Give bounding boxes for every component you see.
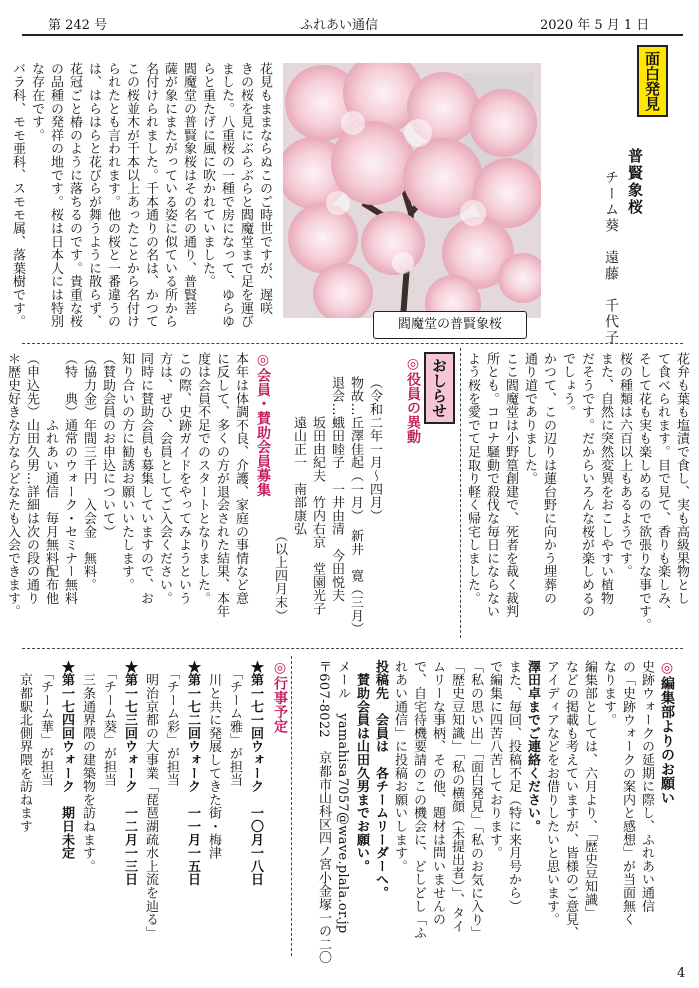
issue-number: 第 242 号 bbox=[48, 18, 108, 33]
cherry-blossom-image bbox=[283, 63, 541, 318]
newsletter-title: ふれあい通信 bbox=[300, 18, 379, 33]
feature-tag: 面白発見 bbox=[637, 45, 668, 117]
request-body: 史跡ウォークの延期に際し、ふれあい通信 の「史跡ウォークの案内と感想」が当面無く なります。 編集部としては、六月より、「歴史豆知識」 などの掲載も考えていますが、皆様のご意見、 アイディアなどをお借りしたいと思います。 澤田卓までご連絡ください。 また、毎回、投稿不足（特に来月号から） で編集に四苦八苦しております。 「私の思い出」「面白発見」「私のお気に入り」 「歴史豆知識」「私の横顔（未提出者）」、タイ ムリーな事柄、その他、題材は問いませんの で、自宅待機要請のこの機会に、どしどし「ふ れあい通信」に投稿お願いします。 投稿先 会員は 各チームリーダーへ。 賛助会員は山田久男までお願い。 メール yamahisa7057@wave.plala.or.jp 〒607-8022 京都市山科区四ノ宮小金塚一の二〇 bbox=[316, 660, 654, 965]
recruit-body: 本年は体調不良、介護、家庭の事情など意 に反して、多くの方が退会された結果、本年 度は会員不足でのスタートとなりました。 この際、史跡ガイドをやってみようという 方は、ぜひ、会員としてご入会ください。 同時に賛助会員も募集していますので、お 知り合いの方に勧誘お願いいたします。 （賛助会員のお申込について） （協力金）年間三千円 入会金 無料。 （特 典）通常のウォーク・セミナー無料 ふれあい通信 毎月無料配布他 （申込先）山田久男…詳細は次の段の通り ＊歴史好きな方ならどなたも入会できます。 bbox=[5, 352, 248, 618]
cherry-blossom-photo bbox=[283, 63, 541, 318]
recruit-heading: ◎会員・賛助会員募集 bbox=[255, 352, 271, 498]
bottom-divider bbox=[291, 656, 292, 956]
schedule-heading-text: 行事予定 bbox=[272, 676, 288, 734]
staff-changes: （令和二年一月〜四月） 物故…丘澤佳起（一月） 新井 寛（三月） 退会…蛾田睦子 一井由清 今田悦夫 坂田由紀夫 竹内右京 堂園光子 遠山正一 南部康弘 （以上四月末） bbox=[272, 376, 382, 636]
header-rule bbox=[22, 34, 683, 36]
feature-continued: 花弁も葉も塩漬で食し、実も高級果物とし て食べられます。目で見て、香りも楽しみ、 そして花も実も楽しめるので欲張りな事です。 桜の種類は六百以上もあるようです。 また、自然に突然変異をおこしやすい植物 だそうです。だからいろんな桜が楽しめるの でしょう。 かつて、この辺りは蓮台野に向かう埋葬の 通り道でありました。 ここ閻魔堂は小野篁創建で、死者を裁く裁判 所とも。コロナ騒動で殺伐な毎日にならない よう桜を愛でて足取り軽く帰宅しました。 bbox=[465, 352, 689, 632]
request-heading: ◎編集部よりのお願い bbox=[659, 660, 675, 806]
middle-bottom-divider bbox=[22, 648, 683, 649]
recruit-heading-text: 会員・賛助会員募集 bbox=[255, 368, 271, 498]
middle-divider bbox=[460, 348, 461, 638]
feature-author: チーム葵 遠藤 千代子 bbox=[603, 170, 619, 346]
photo-caption: 閻魔堂の普賢象桜 bbox=[373, 311, 527, 339]
schedule-heading: ◎行事予定 bbox=[272, 660, 288, 734]
staff-heading-text: 役員の異動 bbox=[405, 372, 421, 444]
issue-date: 2020 年 5 月 1 日 bbox=[540, 18, 650, 33]
staff-heading: ◎役員の異動 bbox=[405, 356, 421, 444]
schedule-body: ★第一七一回ウォーク 一〇月一八日 「チーム雅」が担当 川と共に発展してきた街・梅津 ★第一七二回ウォーク 一一月一五日 「チーム彩」が担当 明治京都の大事業「琵琶湖疏水上流を辿る」 ★第一七三回ウォーク 一二月一三日 「チーム葵」が担当 三条通界隈の建築物を訪ねます。 ★第一七四回ウォーク 期日未定 「チーム華」が担当 京都駅北側界隈を訪ねます bbox=[17, 660, 263, 940]
top-divider bbox=[22, 343, 683, 344]
notice-tag: おしらせ bbox=[424, 352, 455, 424]
request-heading-text: 編集部よりのお願い bbox=[659, 676, 675, 806]
page-number: 4 bbox=[677, 966, 686, 981]
feature-body: 花見もままならぬこのご時世ですが、遅咲 きの桜を見にぶらぶらと閻魔堂まで足を運び ました。八重桜の一種で房になって、ゆらゆ らと重たげに風に吹かれていました。 閻魔堂の普賢象桜はその名の通り、普賢菩 薩が象にまたがっている姿に似ている所から 名付けられました。千本通りの名は、かつて この桜並木が千本以上あったことから名付け られたとも言われます。他の桜と一番違うの は、はらはらと花びらが舞うように散らず、 花冠ごと椿のように落ちるのです。貴重な桜 の品種の発祥の地です。桜は日本人には特別 な存在です。 バラ科、モモ亜科、スモモ属、落葉樹です。 bbox=[10, 62, 272, 328]
feature-title: 普賢象桜 bbox=[626, 148, 644, 216]
